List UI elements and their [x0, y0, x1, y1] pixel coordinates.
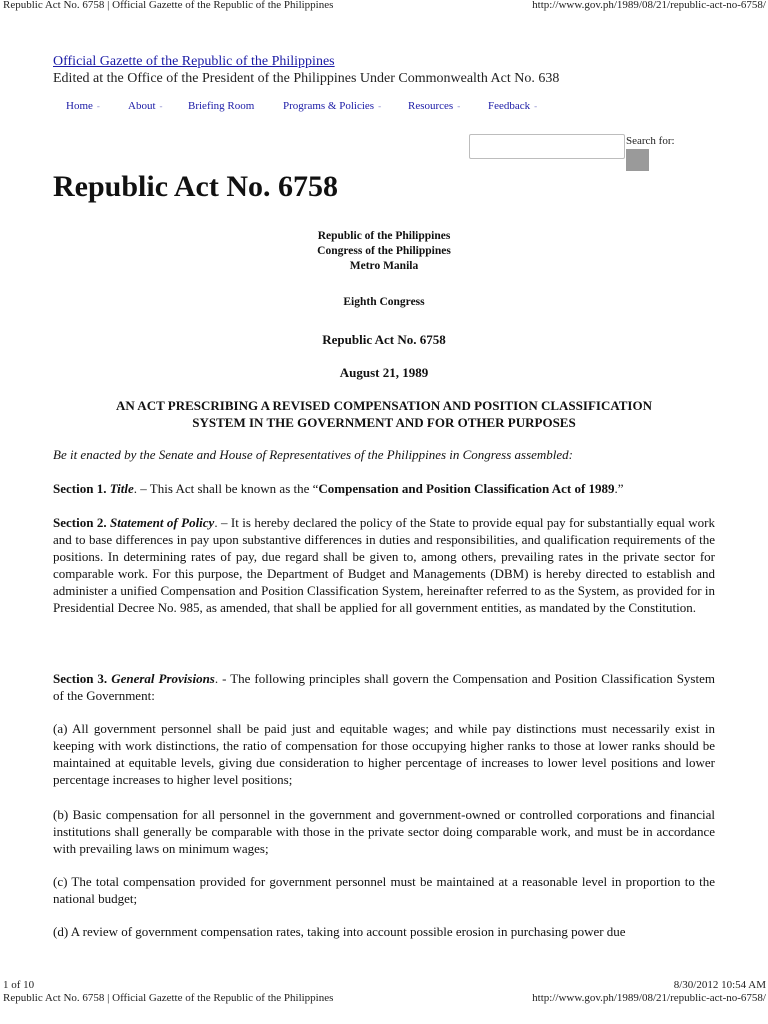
enacting-clause: Be it enacted by the Senate and House of Representatives of the Philippines in Congress assembled:	[53, 447, 574, 462]
paragraph-c: (c) The total compensation provided for government personnel must be maintained at a reasonable level in proportion to the national budget;	[53, 874, 715, 906]
section-3	[53, 670, 715, 704]
chevron-down-icon: -	[96, 101, 100, 111]
doc-header-line: Metro Manila	[349, 260, 419, 272]
search-label: Search for:	[626, 135, 675, 147]
section-text-end: .”	[614, 481, 624, 496]
search-button[interactable]	[626, 149, 649, 171]
section-text: . – This Act shall be known as the “	[133, 481, 319, 496]
nav-programs-policies[interactable]	[283, 100, 381, 112]
chevron-down-icon: -	[534, 101, 538, 111]
page-title: Republic Act No. 6758	[53, 170, 338, 203]
nav-briefing-label: Briefing Room	[188, 100, 255, 112]
paragraph-b: (b) Basic compensation for all personnel in the government and government-owned or controlled corporations and financial institutions shall generally be comparable with those in the private sector doing comparable work, and must be in accordance with prevailing laws on minimum wages;	[53, 807, 715, 856]
print-header-title: Republic Act No. 6758 | Official Gazette of the Republic of the Philippines	[3, 0, 334, 11]
act-title-line: SYSTEM IN THE GOVERNMENT AND FOR OTHER PURPOSES	[192, 415, 576, 430]
doc-header-line: Congress of the Philippines	[317, 245, 451, 257]
print-footer-url: http://www.gov.ph/1989/08/21/republic-act-no-6758/	[532, 992, 766, 1004]
section-text: . – It is hereby declared the policy of the State to provide equal pay for substantially equal work and to base differences in pay upon substantive differences in duties and responsibilities, and qualification requirements of the positions. In determining rates of pay, due regard shall be given to, among others, prevailing rates in the private sector for comparable work. For this purpose, the Department of Budget and Managements (DBM) is hereby directed to establish and administer a unified Compensation and Position Classification System, hereinafter referred to as the System, as provided for in Presidential Decree No. 985, as amended, that shall be applied for all government entities, as mandated by the Constitution.	[53, 515, 716, 615]
site-tagline: Edited at the Office of the President of the Philippines Under Commonwealth Act No. 638	[53, 71, 560, 86]
section-2	[53, 514, 715, 616]
section-text: . - The following principles shall govern the Compensation and Position Classification System of the Government:	[53, 671, 715, 703]
paragraph-d: (d) A review of government compensation rates, taking into account possible erosion in purchasing power due	[53, 924, 626, 939]
section-heading: General Provisions	[111, 671, 215, 686]
nav-resources[interactable]	[408, 100, 460, 112]
doc-header	[0, 229, 768, 274]
act-short-title: Compensation and Position Classification Act of 1989	[318, 481, 615, 496]
chevron-down-icon: -	[378, 101, 382, 111]
chevron-down-icon: -	[457, 101, 461, 111]
section-label: Section 2.	[53, 515, 107, 530]
nav-about[interactable]	[128, 100, 163, 112]
act-date: August 21, 1989	[339, 365, 429, 380]
section-label: Section 3.	[53, 671, 108, 686]
page-counter: 1 of 10	[3, 979, 35, 991]
nav-feedback[interactable]	[488, 100, 537, 112]
nav-resources-label: Resources	[408, 100, 454, 112]
search-input[interactable]	[469, 134, 625, 159]
section-1	[53, 480, 715, 497]
act-title-line: AN ACT PRESCRIBING A REVISED COMPENSATION AND POSITION CLASSIFICATION	[116, 398, 652, 413]
nav-home-label: Home	[66, 100, 93, 112]
doc-header-line: Republic of the Philippines	[317, 230, 451, 242]
section-label: Section 1.	[53, 481, 107, 496]
congress: Eighth Congress	[343, 296, 425, 308]
print-header-url: http://www.gov.ph/1989/08/21/republic-act-no-6758/	[532, 0, 766, 11]
chevron-down-icon: -	[159, 101, 163, 111]
act-number: Republic Act No. 6758	[322, 332, 446, 347]
nav-programs-label: Programs & Policies	[283, 100, 375, 112]
section-heading: Title	[109, 481, 134, 496]
nav-feedback-label: Feedback	[488, 100, 531, 112]
nav-home[interactable]	[66, 100, 100, 112]
print-datetime: 8/30/2012 10:54 AM	[673, 979, 766, 991]
nav-briefing-room[interactable]	[188, 100, 254, 112]
print-footer-title: Republic Act No. 6758 | Official Gazette of the Republic of the Philippines	[3, 992, 334, 1004]
paragraph-a: (a) All government personnel shall be paid just and equitable wages; and while pay distinctions must necessarily exist in keeping with work distinctions, the ratio of compensation for those occupying higher ranks to those at lower ranks should be maintained at equitable levels, giving due consideration to higher percentage of increases to lower level positions and lower percentage increases to higher level positions;	[53, 721, 715, 787]
act-title	[0, 397, 768, 431]
nav-about-label: About	[128, 100, 156, 112]
section-heading: Statement of Policy	[110, 515, 215, 530]
site-name-link[interactable]: Official Gazette of the Republic of the Philippines	[53, 54, 335, 69]
